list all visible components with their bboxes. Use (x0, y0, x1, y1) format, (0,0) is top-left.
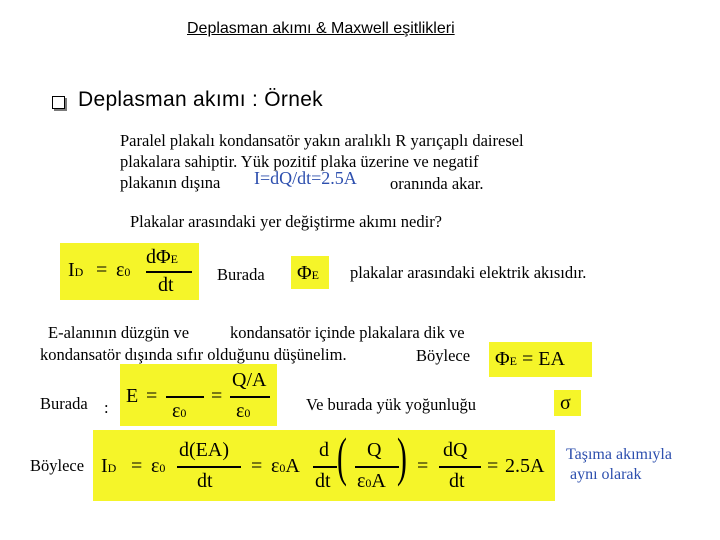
sigma-symbol-box (554, 390, 581, 416)
e-symbol: E (126, 385, 139, 407)
burada-label-1: Burada (217, 265, 265, 284)
displacement-current-formula-box (60, 243, 199, 300)
flux-description: plakalar arasındaki elektrik akısıdır. (350, 263, 587, 282)
epsilon0-a-denominator: ε0A (357, 470, 386, 492)
note-line-1: Taşıma akımıyla (566, 446, 672, 463)
id-symbol: ID (68, 259, 84, 281)
dphi-e-numerator: dΦE (146, 246, 178, 268)
problem-line-1: Paralel plakalı kondansatör yakın aralıklı R yarıçaplı dairesel (120, 131, 524, 150)
fraction-bar (166, 396, 204, 398)
epsilon0-denominator: ε0 (172, 400, 187, 422)
assumption-line-2: kondansatör dışında sıfır olduğunu düşünelim. (40, 345, 347, 364)
equals-sign: = (146, 385, 158, 407)
problem-line-3-end: oranında akar. (390, 174, 484, 193)
fraction-bar (146, 271, 192, 273)
charge-density-text: Ve burada yük yoğunluğu (306, 395, 477, 414)
boylece-label-2: Böylece (30, 456, 85, 475)
epsilon0-a-symbol: ε0A (271, 455, 300, 477)
left-paren: ( (337, 427, 347, 487)
dt-denominator: dt (158, 274, 174, 296)
right-paren: ) (397, 427, 407, 487)
note-line-2: aynı olarak (570, 466, 642, 483)
current-equation: I=dQ/dt=2.5A (254, 168, 357, 188)
final-result-formula-box (93, 427, 555, 501)
flux-ea-equation: ΦE = EA (495, 348, 565, 370)
assumption-line-1a: E-alanının düzgün ve (48, 323, 190, 342)
equals-sign: = (211, 385, 223, 407)
equals-sign: = (131, 455, 143, 477)
result-value: 2.5A (505, 455, 545, 477)
fraction-bar (313, 466, 337, 468)
dt-denominator: dt (449, 470, 465, 492)
colon-mark: : (104, 398, 109, 417)
epsilon0-denominator: ε0 (236, 400, 251, 422)
equals-sign: = (251, 455, 263, 477)
electric-field-formula-box (120, 364, 277, 426)
equals-sign: = (96, 259, 108, 281)
dt-denominator: dt (197, 470, 213, 492)
epsilon0-symbol: ε0 (151, 455, 166, 477)
d-numerator: d (319, 439, 329, 461)
d-ea-numerator: d(EA) (179, 439, 229, 461)
epsilon0-symbol: ε0 (116, 259, 131, 281)
q-numerator: Q (367, 439, 382, 461)
assumption-line-1b: kondansatör içinde plakalara dik ve (230, 323, 465, 342)
dt-denominator: dt (315, 470, 331, 492)
equals-sign: = (417, 455, 429, 477)
bullet-checkbox-icon (52, 96, 65, 109)
fraction-bar (230, 396, 270, 398)
flux-symbol-box (291, 256, 329, 289)
flux-ea-formula-box (489, 342, 592, 377)
problem-line-3-start: plakanın dışına (120, 173, 221, 192)
q-over-a-numerator: Q/A (232, 369, 267, 391)
slide-title: Deplasman akımı & Maxwell eşitlikleri (187, 20, 455, 37)
boylece-label-1: Böylece (416, 346, 471, 365)
problem-line-2: plakalara sahiptir. Yük pozitif plaka üzerine ve negatif (120, 152, 479, 171)
fraction-bar (439, 466, 481, 468)
dq-numerator: dQ (443, 439, 468, 461)
slide-heading: Deplasman akımı : Örnek (78, 88, 323, 111)
equals-sign: = (487, 455, 499, 477)
sigma-symbol: σ (560, 392, 571, 414)
burada-label-2: Burada (40, 394, 88, 413)
phi-e-symbol: ΦE (297, 262, 319, 284)
id-symbol: ID (101, 455, 117, 477)
fraction-bar (177, 466, 241, 468)
question-text: Plakalar arasındaki yer değiştirme akımı nedir? (130, 212, 443, 231)
fraction-bar (355, 466, 399, 468)
